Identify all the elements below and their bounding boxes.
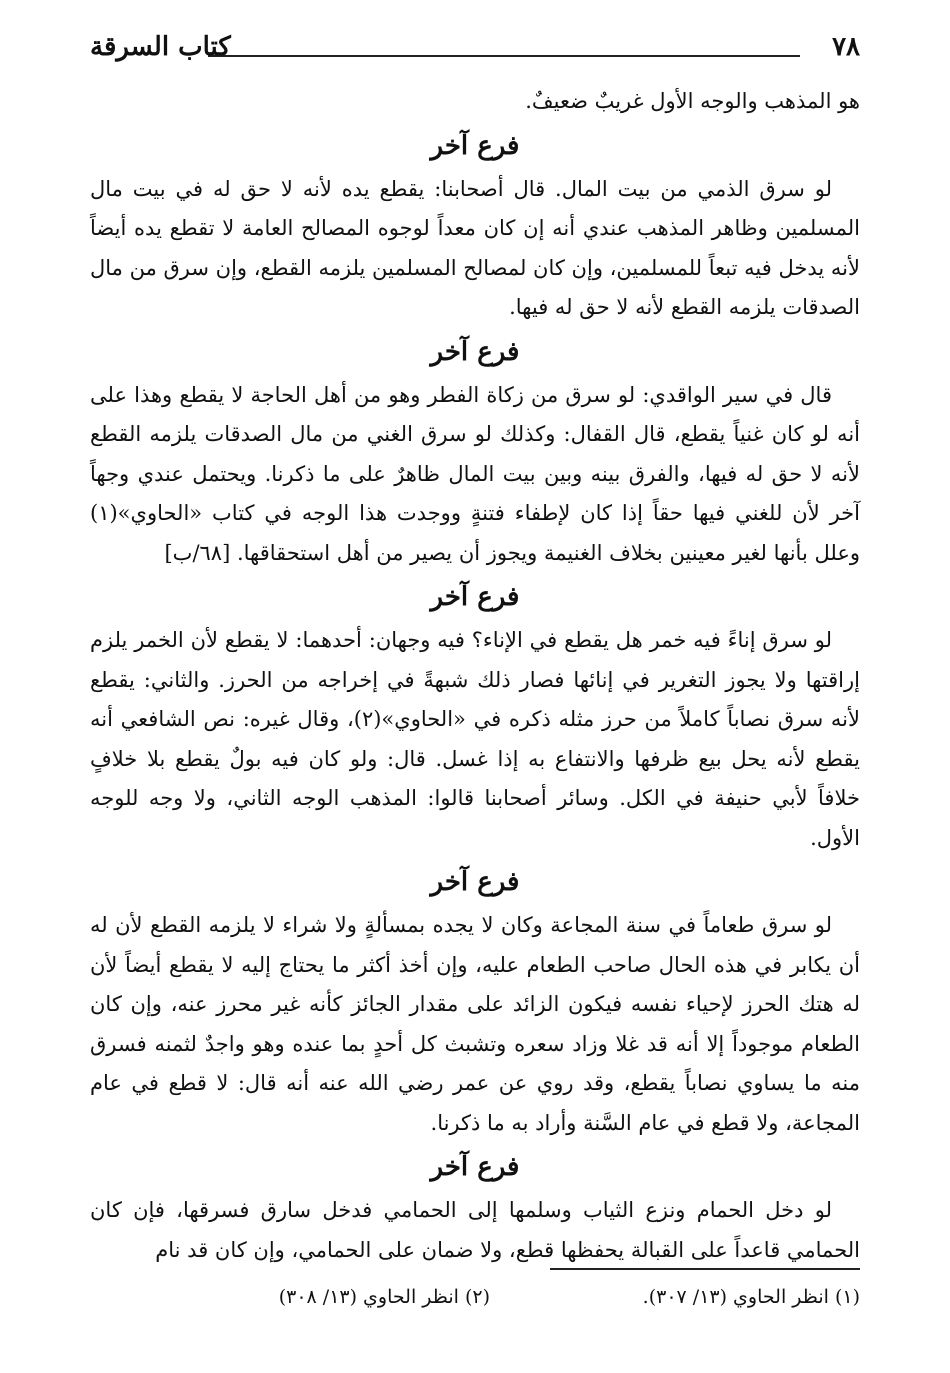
header-rule (208, 55, 800, 57)
footnotes (90, 1286, 860, 1318)
running-header (90, 28, 860, 68)
footnote-rule (550, 1268, 860, 1270)
paragraph-2: قال في سير الواقدي: لو سرق من زكاة الفطر وهو من أهل الحاجة لا يقطع وهذا على أنه لو كان غنياً يقطع، قال القفال: وكذلك لو سرق الغني من مال الصدقات يلزمه القطع لأنه لا حق له فيها، والفرق بينه وبين بيت المال ظاهرٌ على ما ذكرنا. ويحتمل عندي وجهاً آخر لأن للغني فيها حقاً إذا كان لإطفاء فتنةٍ ووجدت هذا الوجه في كتاب «الحاوي»(١) وعلل بأنها لغير معينين بخلاف الغنيمة ويجوز أن يصير من أهل استحقاقها. [٦٨/ب] (90, 382, 860, 565)
paragraph-5: لو دخل الحمام ونزع الثياب وسلمها إلى الحمامي فدخل سارق فسرقها، فإن كان الحمامي قاعداً على القبالة يحفظها قطع، ولا ضمان على الحمامي، وإن كان قد نام (90, 1198, 860, 1262)
footnote-2: (٢) انظر الحاوي (١٣/ ٣٠٨) (278, 1286, 490, 1308)
section-heading-2: فرع آخر (430, 336, 520, 367)
main-text (90, 82, 860, 1270)
section-heading-4: فرع آخر (430, 867, 520, 897)
paragraph-3: لو سرق إناءً فيه خمر هل يقطع في الإناء؟ فيه وجهان: أحدهما: لا يقطع لأن الخمر يلزم إراقتها ولا يجوز التغرير في إنائها فصار ذلك شبهةً في إخراجه من الحرز. والثاني: يقطع لأنه سرق نصاباً كاملاً من حرز مثله ذكره في «الحاوي»(٢)، وقال غيره: نص الشافعي أنه يقطع لأنه يحل بيع ظرفها والانتفاع به إذا غسل. قال: ولو كان فيه بولٌ يقطع بلا خلافٍ خلافاً لأبي حنيفة في الكل. وسائر أصحابنا قالوا: المذهب الوجه الثاني، ولا وجه للوجه الأول. (90, 628, 860, 850)
footnote-1: (١) انظر الحاوي (١٣/ ٣٠٧). (642, 1286, 860, 1308)
book-title: كتاب السرقة (90, 32, 231, 62)
paragraph-1: لو سرق الذمي من بيت المال. قال أصحابنا: يقطع يده لأنه لا حق له في بيت مال المسلمين وظاهر المذهب عندي أنه إن كان معداً لوجوه المصالح العامة لا تقطع يده أيضاً لأنه يدخل فيه تبعاً للمسلمين، وإن كان لمصالح المسلمين يلزمه القطع، وإن سرق من مال الصدقات يلزمه القطع لأنه لا حق له فيها. (90, 176, 860, 319)
page-number: ٧٨ (832, 32, 860, 62)
section-heading-1: فرع آخر (430, 130, 520, 161)
paragraph-4: لو سرق طعاماً في سنة المجاعة وكان لا يجده بمسألةٍ ولا شراء لا يلزمه القطع لأن له أن يكابر في هذه الحال صاحب الطعام عليه، وإن أخذ أكثر ما يحتاج إليه لا يقطع أيضاً لأن له هتك الحرز لإحياء نفسه فيكون الزائد على مقدار الجائز كأنه غير محرز عنه، وإن كان الطعام موجوداً إلا أنه قد غلا وزاد سعره وتشبث كل أحدٍ بما عنده وهو واجدٌ لثمنه فسرق منه ما يساوي نصاباً يقطع، وقد روي عن عمر رضي الله عنه أنه قال: لا قطع في عام المجاعة، ولا قطع في عام السَّنة وأراد به ما ذكرنا. (90, 913, 860, 1135)
section-heading-5: فرع آخر (430, 1152, 520, 1182)
section-heading-3: فرع آخر (430, 582, 520, 612)
paragraph-intro: هو المذهب والوجه الأول غريبٌ ضعيفٌ. (525, 89, 860, 113)
